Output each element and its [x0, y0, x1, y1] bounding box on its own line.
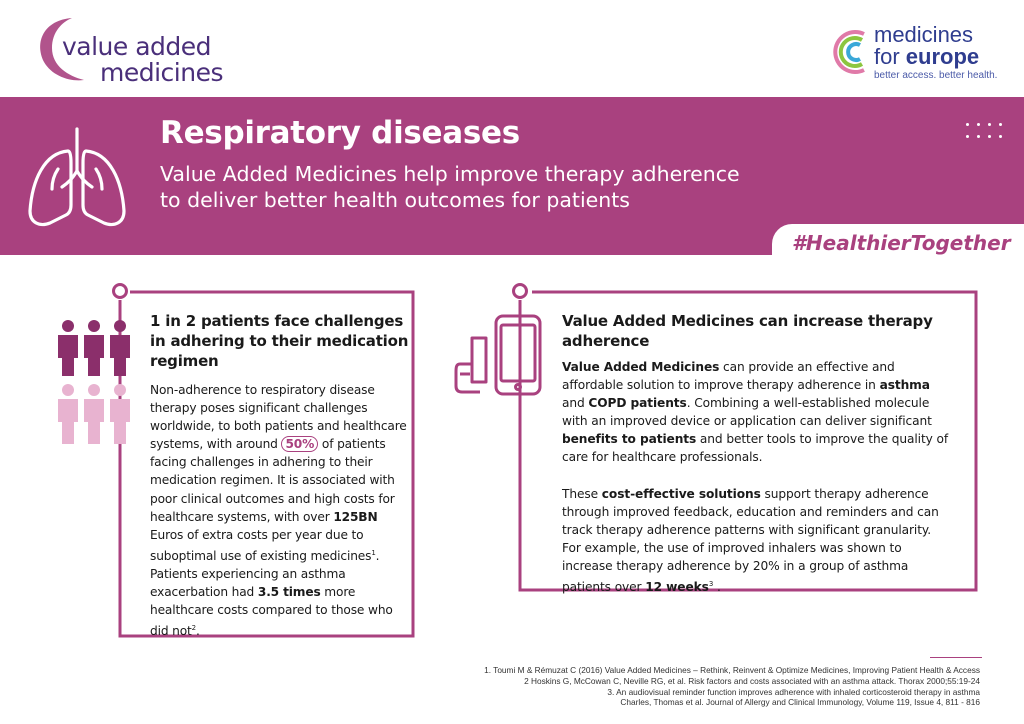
logo-mfe-tagline: better access. better health. — [874, 70, 998, 81]
right-card-paragraph-1: Value Added Medicines can provide an effective and affordable solution to improve therapy adherence in asthma and COPD patients. Combining a well-established molecule with an improved device or application can deliver significant benefits to patients and better tools to improve the quality of care for healthcare professionals. — [562, 360, 949, 465]
page-subtitle: Value Added Medicines help improve therapy adherence to deliver better health outcomes for patients — [160, 162, 740, 212]
right-card-body — [562, 358, 952, 614]
right-card-paragraph-2: These cost-effective solutions support therapy adherence through improved feedback, education and reminders and can track therapy adherence patterns with significant granularity. For example, the use of improved inhalers was shown to increase therapy adherence by 20% in a group of asthma patients over 12 weeks$^3$ . — [562, 486, 939, 595]
footnote-3: 3. An audiovisual reminder function improves adherence with inhaled corticosteroid therapy in asthma — [607, 686, 980, 697]
logo-vam-line1: value added — [62, 32, 212, 61]
hashtag-text: #HealthierTogether — [792, 231, 1011, 255]
left-card-body: Non-adherence to respiratory disease therapy poses significant challenges worldwide, to both patients and healthcare systems, with around 50% of patients facing challenges in adhering to their medication regimen. It is associated with poor clinical outcomes and high costs for healthcare systems, with over 125BN Euros of extra costs per year due to suboptimal use of existing medicines$^1$. Patients experiencing an asthma exacerbation had 3.5 times more healthcare costs compared to those who did not$^2$. — [150, 383, 407, 639]
logo-vam-line2: medicines — [100, 58, 223, 87]
right-card-ring-icon — [512, 283, 528, 299]
logo-mfe-line2: for europe — [874, 44, 980, 69]
logo-mfe-line1: medicines — [874, 22, 974, 47]
left-card-ring-icon — [112, 283, 128, 299]
footnotes — [340, 665, 980, 708]
inhaler-phone-icon — [452, 312, 544, 398]
page-title: Respiratory diseases — [160, 115, 520, 151]
right-card-title: Value Added Medicines can increase therapy adherence — [562, 312, 933, 350]
footnote-1: 1. Toumi M & Rémuzat C (2016) Value Added Medicines – Rethink, Reinvent & Optimize Medicines, Improving Patient Health & Access — [484, 665, 980, 675]
footnote-divider — [930, 657, 982, 658]
footnote-2: 2 Hoskins G, McCowan C, Neville RG, et al. Risk factors and costs associated with an asthma attack. Thorax 2000;55:19-24 — [524, 675, 980, 686]
left-card-title: 1 in 2 patients face challenges in adhering to their medication regimen — [150, 312, 409, 370]
fifty-percent-badge: 50% — [281, 436, 318, 452]
footnote-4: Charles, Thomas et al. Journal of Allergy and Clinical Immunology, Volume 119, Issue 4, 811 - 816 — [620, 697, 980, 708]
people-icon — [56, 318, 132, 448]
